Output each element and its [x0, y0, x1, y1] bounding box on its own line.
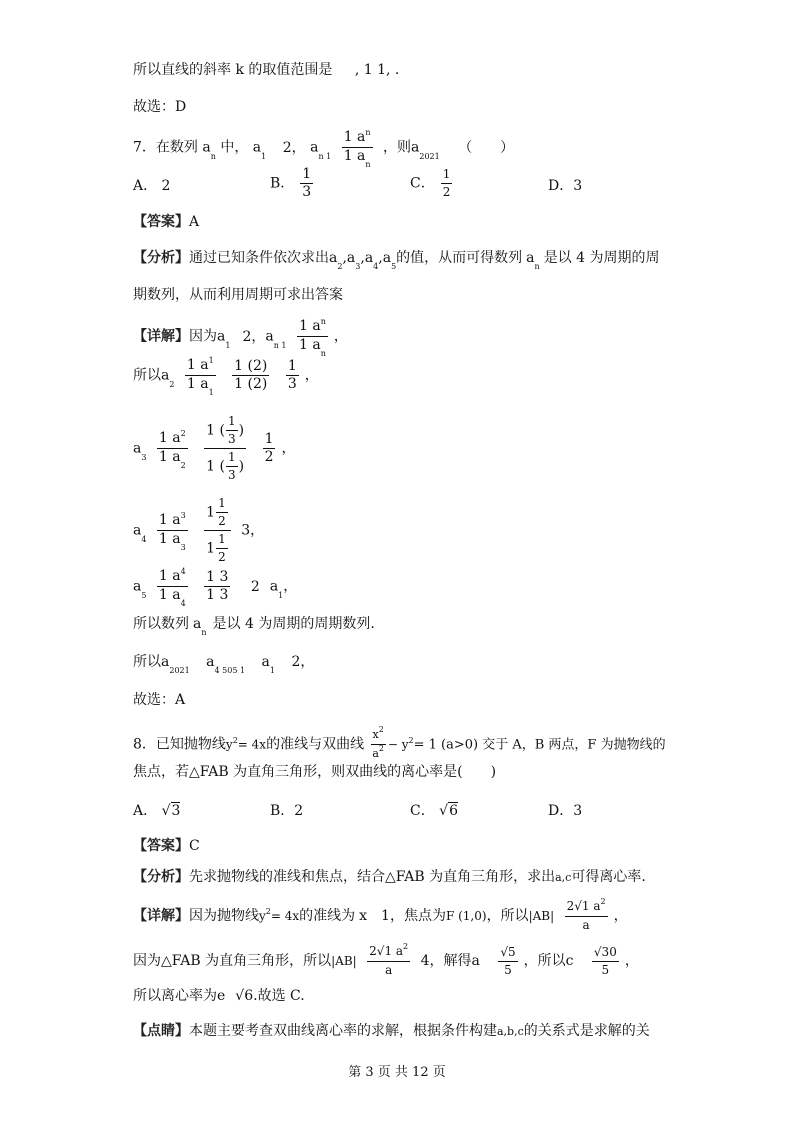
choice-line: 故选：D — [133, 99, 187, 115]
answer-tag: 【答案】 — [133, 838, 189, 854]
var: a — [202, 139, 211, 156]
q7-result: 所以$a_{2021}$ $a_{4 505 1}$ $a_1$ 2， — [133, 654, 315, 675]
page-footer: 第 3 页 共 12 页 — [348, 1065, 446, 1080]
analysis-tag: 【分析】 — [133, 869, 189, 885]
q7-step-a3: $a_3$ $\frac{1 a^2}{1 a_2}$ 1 ( $\frac{1}{3}$ ) 1 ( $\frac{1}{3}$ ) $\frac{1}{2}$ ， — [133, 414, 296, 482]
q7-analysis-cont: 期数列，从而利用周期可求出答案 — [133, 287, 343, 303]
q7-step-a5: $a_5$ $\frac{1 a^4}{1 a_4}$ $\frac{1 3}{1 3}$ 2 $a_1$， — [133, 567, 298, 608]
q7-choice-d: D．3 — [548, 178, 583, 194]
text: 7．在数列 — [133, 139, 198, 156]
q7-answer — [133, 212, 199, 232]
q8-remark: 【点睛】本题主要考查双曲线离心率的求解，根据条件构建a,b,c的关系式是求解的关 — [133, 1023, 650, 1039]
q7-period: 所以数列 $a_n$是以 4 为周期的周期数列. — [133, 616, 375, 637]
q7-detail: 【详解】因为$a_12$，$a_{n 1}$ $\frac{1 a^n}{1 a_n}$ ， — [133, 317, 348, 358]
sub: 1 — [261, 151, 267, 161]
sub: n 1 — [318, 151, 332, 161]
q8-choice-c: C． √6 — [410, 803, 459, 819]
analysis-tag: 【分析】 — [133, 250, 189, 266]
q8-choice-a: A． √3 — [133, 803, 181, 819]
answer-tag: 【答案】 — [133, 214, 189, 230]
q8-choice-d: D．3 — [548, 803, 583, 819]
question-8-stem-cont: 焦点，若△FAB 为直角三角形，则双曲线的离心率是( ) — [133, 764, 497, 780]
q7-step-a4: $a_4$ $\frac{1 a^3}{1 a_3}$ 1 $\frac{1}{2}$ 1 $\frac{1}{2}$ 3， — [133, 496, 265, 564]
q7-analysis: 【分析】通过已知条件依次求出$a_2,a_3,a_4,a_5$的值，从而可得数列 $a_n$是以 4 为周期的周 — [133, 250, 660, 271]
q7-choice-final: 故选：A — [133, 692, 186, 708]
text: 的取值范围是 — [248, 62, 333, 78]
q8-detail-2: 因为△FAB 为直角三角形，所以|AB| $\frac{2√1 a^2}{a}$ 4，解得a $\frac{√5}{5}$ ，所以c $\frac{√30}{5}$ ， — [133, 942, 639, 977]
q7-choice-b: B． $\frac{1}{3}$ — [270, 166, 312, 200]
q7-choice-c: C． $\frac{1}{2}$ — [410, 167, 451, 199]
fraction: $\frac{1 a^n}{1 a_n}$ — [343, 128, 371, 169]
slope-range-line — [133, 60, 399, 80]
q8-detail: 【详解】因为抛物线$y^2= 4x$的准线为 x 1，焦点为F (1,0)，所以|AB| $\frac{2√1 a^2}{a}$ ， — [133, 897, 628, 932]
answer-value: A — [189, 214, 200, 230]
var-k: k — [235, 62, 244, 78]
var: a — [310, 139, 319, 156]
var: a — [411, 139, 420, 156]
range-value: , 1 1, . — [354, 62, 400, 78]
question-8-stem: 8．已知抛物线$y^2= 4x$的准线与双曲线 $\frac{x^2}{a^2}$ − $y^2= 1$ (a>0) 交于 A，B 两点，F 为抛物线的 — [133, 725, 666, 760]
q7-step-a2: 所以$a_2$ $\frac{1 a^1}{1 a_1}$ $\frac{1 (2)}{1 (2)}$ $\frac{1}{3}$ ， — [133, 356, 319, 397]
q8-choice-b: B．2 — [270, 803, 304, 819]
text: 2， — [282, 139, 306, 156]
detail-tag: 【详解】 — [133, 328, 189, 345]
q8-answer — [133, 836, 200, 856]
var: a — [252, 139, 262, 156]
text: 中， — [220, 139, 249, 156]
text: 所以直线的斜率 — [133, 62, 231, 78]
sub: n — [210, 151, 216, 161]
question-7-stem — [133, 128, 515, 169]
detail-tag: 【详解】 — [133, 908, 189, 924]
sub: 2021 — [419, 151, 440, 161]
q7-choice-a: A． 2 — [133, 178, 171, 194]
q8-analysis: 【分析】先求抛物线的准线和焦点，结合△FAB 为直角三角形，求出a,c可得离心率. — [133, 869, 646, 885]
answer-value: C — [189, 838, 200, 854]
text: ，则 — [383, 139, 412, 156]
q8-detail-3: 所以离心率为e √6.故选 C. — [133, 988, 305, 1004]
remark-tag: 【点睛】 — [133, 1023, 189, 1039]
answer-blank: （ ） — [458, 139, 515, 156]
